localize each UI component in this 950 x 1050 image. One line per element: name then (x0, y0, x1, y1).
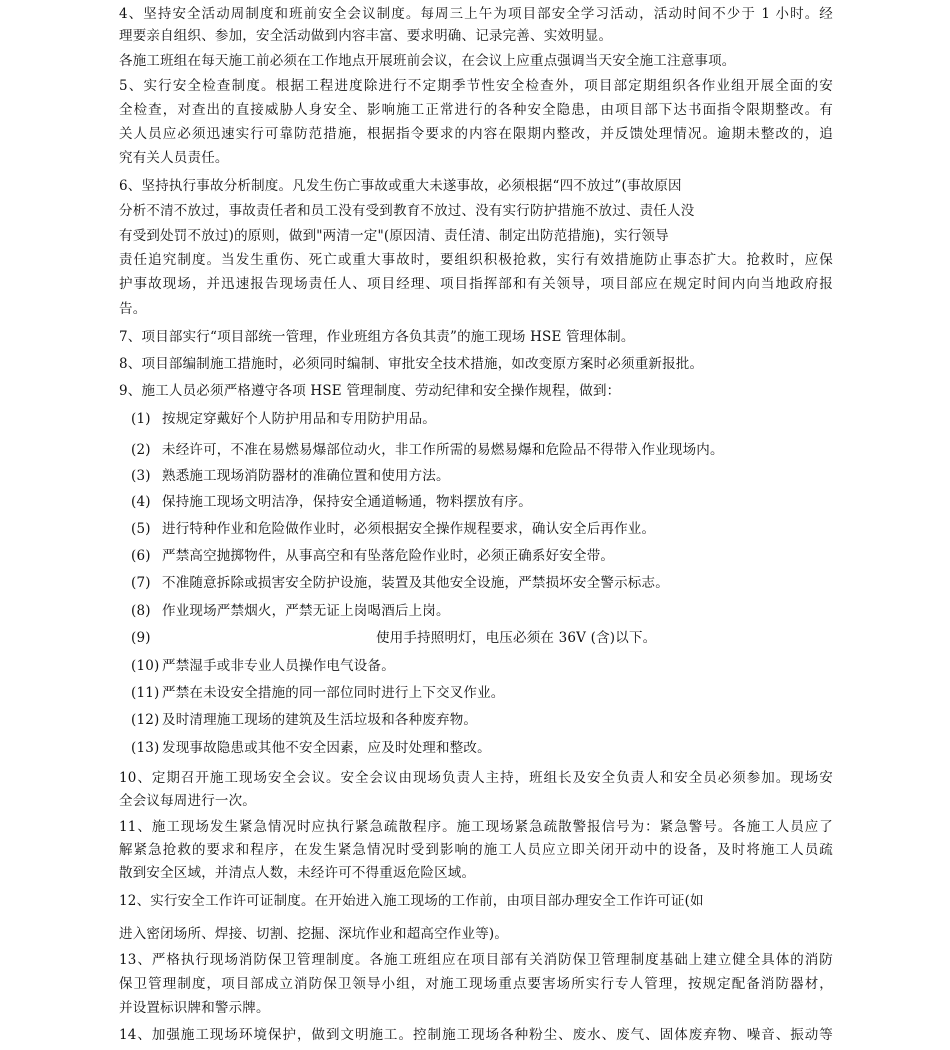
sub-item-number: (3) (131, 468, 151, 484)
sub-item-text: 严禁湿手或非专业人员操作电气设备。 (162, 658, 395, 674)
sub-item-number: (4) (131, 494, 151, 510)
sub-item-8 (131, 601, 450, 621)
para-4-line-2: 理要亲自组织、参加，安全活动做到内容丰富、要求明确、记录完善、实效明显。 (119, 28, 613, 44)
para-6-line-3: 有受到处罚不放过)的原则，做到"两清一定"(原因清、责任清、制定出防范措施)，实行领导 (119, 228, 669, 244)
para-13-line-2: 保卫管理制度，项目部成立消防保卫领导小组，对施工现场重点要害场所实行专人管理，按规定配备消防器材， (119, 976, 833, 992)
para-10-line-1: 10、定期召开施工现场安全会议。安全会议由现场负责人主持，班组长及安全负责人和安全员必须参加。现场安 (119, 770, 833, 786)
sub-item-number: (12) (131, 712, 160, 728)
para-5-line-1: 5、实行安全检查制度。根据工程进度除进行不定期季节性安全检查外，项目部定期组织各作业组开展全面的安 (119, 78, 833, 94)
sub-item-number: (7) (131, 575, 151, 591)
sub-item-number: (1) (131, 411, 151, 427)
sub-item-number: (5) (131, 521, 151, 537)
para-5-line-2: 全检查，对查出的直接威胁人身安全、影响施工正常进行的各种安全隐患，由项目部下达书面指令限期整改。有 (119, 102, 833, 118)
sub-item-text: 严禁高空抛掷物件，从事高空和有坠落危险作业时，必须正确系好安全带。 (162, 548, 615, 564)
para-11-line-3: 散到安全区域，并清点人数，未经许可不得重返危险区域。 (119, 865, 476, 881)
sub-item-text: 发现事故隐患或其他不安全因素，应及时处理和整改。 (162, 740, 491, 756)
sub-item-text: 未经许可，不准在易燃易爆部位动火，非工作所需的易燃易爆和危险品不得带入作业现场内。 (162, 442, 724, 458)
para-5-line-3: 关人员应必须迅速实行可靠防范措施，根据指令要求的内容在限期内整改，并反馈处理情况。逾期未整改的，追 (119, 126, 833, 142)
sub-item-text: 作业现场严禁烟火，严禁无证上岗喝酒后上岗。 (162, 603, 450, 619)
para-10-line-2: 全会议每周进行一次。 (119, 793, 256, 809)
sub-item-5 (131, 519, 655, 539)
para-13-line-3: 并设置标识牌和警示牌。 (119, 1000, 270, 1016)
para-6-line-2: 分析不清不放过，事故责任者和员工没有受到教育不放过、没有实行防护措施不放过、责任人没 (119, 203, 695, 219)
sub-item-text: 保持施工现场文明洁净，保持安全通道畅通，物料摆放有序。 (162, 494, 532, 510)
para-4-line-3: 各施工班组在每天施工前必须在工作地点开展班前会议，在会议上应重点强调当天安全施工注意事项。 (119, 53, 736, 69)
para-11-line-2: 解紧急抢救的要求和程序，在发生紧急情况时受到影响的施工人员应立即关闭开动中的设备，及时将施工人员疏 (119, 842, 833, 858)
sub-item-9 (131, 628, 657, 648)
sub-item-text: 熟悉施工现场消防器材的准确位置和使用方法。 (162, 468, 450, 484)
sub-item-number: (9) (131, 630, 151, 646)
para-9: 9、施工人员必须严格遵守各项 HSE 管理制度、劳动纪律和安全操作规程，做到： (119, 383, 621, 399)
sub-item-12 (131, 710, 477, 730)
sub-item-11 (131, 683, 505, 703)
para-13-line-1: 13、严格执行现场消防保卫管理制度。各施工班组应在项目部有关消防保卫管理制度基础上建立健全具体的消防 (119, 952, 833, 968)
sub-item-text: 使用手持照明灯，电压必须在 36V (含)以下。 (376, 630, 657, 646)
para-6-line-6: 告。 (119, 301, 147, 317)
sub-item-number: (2) (131, 442, 151, 458)
sub-item-13 (131, 738, 491, 758)
para-12-line-1: 12、实行安全工作许可证制度。在开始进入施工现场的工作前，由项目部办理安全工作许可证(如 (119, 893, 704, 909)
sub-item-number: (11) (131, 685, 160, 701)
para-6-line-1: 6、坚持执行事故分析制度。凡发生伤亡事故或重大未遂事故，必须根据“四不放过”(事故原因 (119, 178, 682, 194)
para-6-line-5: 护事故现场，并迅速报告现场责任人、项目经理、项目指挥部和有关领导，项目部应在规定时间内向当地政府报 (119, 276, 833, 292)
para-5-line-4: 究有关人员责任。 (119, 150, 229, 166)
sub-item-number: (13) (131, 740, 160, 756)
para-7: 7、项目部实行“项目部统一管理，作业班组方各负其责”的施工现场 HSE 管理体制。 (119, 329, 635, 345)
sub-item-7 (131, 573, 669, 593)
sub-item-number: (10) (131, 658, 160, 674)
para-4-line-1: 4、坚持安全活动周制度和班前安全会议制度。每周三上午为项目部安全学习活动，活动时间不少于 1 小时。经 (119, 6, 833, 22)
para-12-line-2: 进入密闭场所、焊接、切割、挖掘、深坑作业和超高空作业等)。 (119, 926, 509, 942)
sub-item-text: 按规定穿戴好个人防护用品和专用防护用品。 (162, 411, 436, 427)
para-14-line-1: 14、加强施工现场环境保护，做到文明施工。控制施工现场各种粉尘、废水、废气、固体废弃物、噪音、振动等 (119, 1027, 833, 1043)
sub-item-2 (131, 440, 724, 460)
sub-item-10 (131, 656, 395, 676)
sub-item-number: (8) (131, 603, 151, 619)
sub-item-number: (6) (131, 548, 151, 564)
para-6-line-4: 责任追究制度。当发生重伤、死亡或重大事故时，要组织积极抢救，实行有效措施防止事态扩大。抢救时，应保 (119, 252, 833, 268)
sub-item-4 (131, 492, 532, 512)
para-11-line-1: 11、施工现场发生紧急情况时应执行紧急疏散程序。施工现场紧急疏散警报信号为：紧急警号。各施工人员应了 (119, 819, 833, 835)
sub-item-text: 不准随意拆除或损害安全防护设施，装置及其他安全设施，严禁损坏安全警示标志。 (162, 575, 669, 591)
sub-item-text: 进行特种作业和危险做作业时，必须根据安全操作规程要求，确认安全后再作业。 (162, 521, 656, 537)
sub-item-6 (131, 546, 614, 566)
sub-item-text: 严禁在未设安全措施的同一部位同时进行上下交叉作业。 (162, 685, 505, 701)
sub-item-3 (131, 466, 450, 486)
sub-item-1 (131, 409, 436, 429)
sub-item-text: 及时清理施工现场的建筑及生活垃圾和各种废弃物。 (162, 712, 478, 728)
para-8: 8、项目部编制施工措施时，必须同时编制、审批安全技术措施，如改变原方案时必须重新报批。 (119, 356, 704, 372)
